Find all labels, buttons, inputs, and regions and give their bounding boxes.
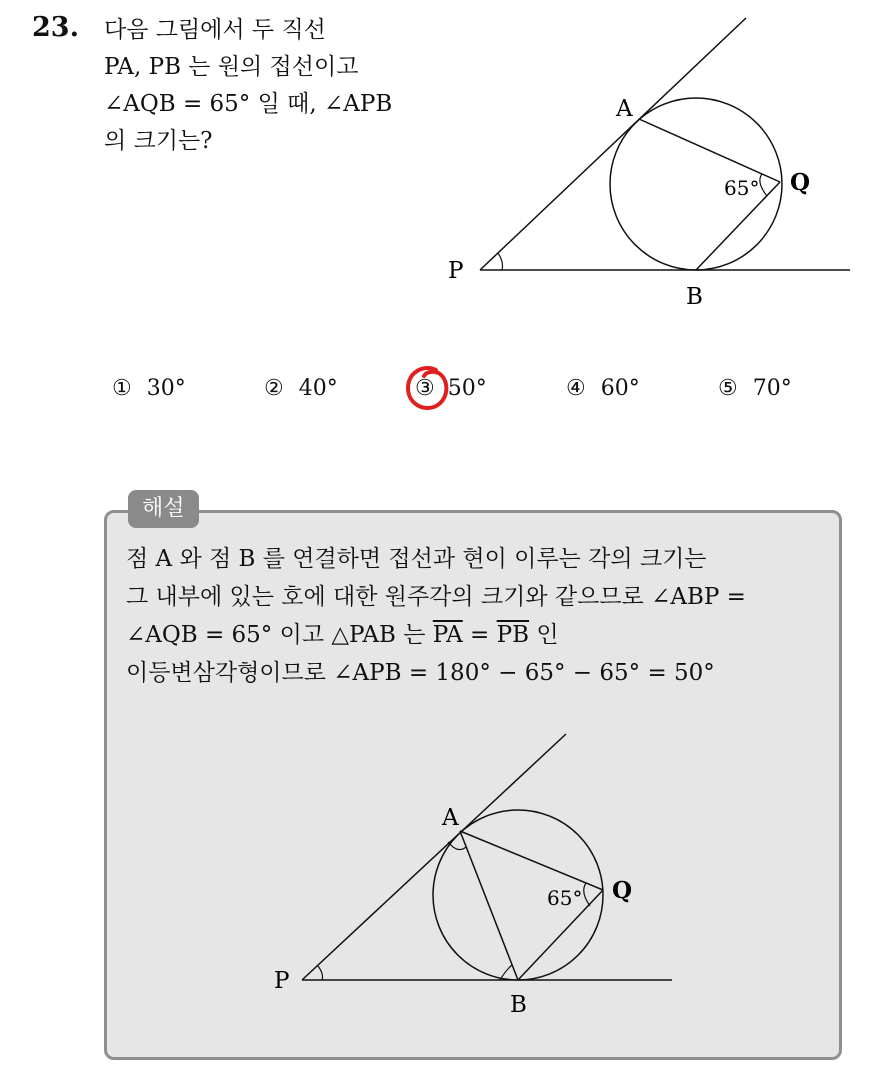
tangent-line-pa: [302, 734, 566, 980]
choice-5-value: 70°: [752, 376, 792, 401]
solution-line-2: 그 내부에 있는 호에 대한 원주각의 크기와 같으므로 ∠ABP =: [126, 584, 746, 610]
choice-2-marker: ②: [264, 376, 284, 401]
selected-answer-circle: [400, 360, 456, 416]
angle-arc-q: [584, 883, 590, 906]
label-b: B: [686, 284, 703, 310]
choice-1-marker: ①: [112, 376, 132, 401]
label-p: P: [448, 258, 464, 284]
question-number: 23.: [32, 12, 79, 43]
solution-line-1: 점 A 와 점 B 를 연결하면 접선과 현이 이루는 각의 크기는: [126, 546, 707, 572]
tangent-line-pa: [480, 18, 746, 270]
chord-aq: [639, 119, 780, 182]
choice-4-value: 60°: [600, 376, 640, 401]
question-line-4: 의 크기는?: [104, 128, 213, 154]
choice-4-marker: ④: [566, 376, 586, 401]
question-figure: [440, 12, 860, 312]
solution-text: [126, 540, 836, 692]
solution-line-3: [126, 616, 836, 654]
chord-ab: [460, 831, 518, 980]
label-b: B: [510, 992, 527, 1018]
choice-4[interactable]: [566, 376, 640, 401]
question-text: [104, 12, 434, 160]
angle-arc-b: [500, 965, 512, 980]
angle-arc-p: [498, 253, 503, 270]
red-circle-stroke: [408, 368, 446, 408]
label-p: P: [274, 968, 290, 994]
solution-tag: 해설: [128, 490, 199, 528]
solution-line-4: 이등변삼각형이므로 ∠APB = 180° − 65° − 65° = 50°: [126, 660, 715, 686]
label-q: Q: [612, 877, 633, 904]
choice-5[interactable]: [718, 376, 792, 401]
choice-5-marker: ⑤: [718, 376, 738, 401]
solution-figure: [260, 730, 690, 1030]
solution-line-3b: 인: [529, 622, 559, 648]
segment-pa: $\overline{PA}$: [432, 622, 463, 648]
label-q: Q: [790, 169, 811, 196]
question-line-2: PA, PB 는 원의 접선이고: [104, 54, 359, 80]
choice-3-value: 50°: [447, 376, 487, 401]
solution-eq: =: [462, 622, 497, 648]
question-line-3: ∠AQB = 65° 일 때, ∠APB: [104, 91, 393, 117]
chord-aq: [460, 831, 603, 890]
label-angle: 65°: [547, 886, 583, 910]
angle-arc-q: [760, 174, 767, 196]
choice-2[interactable]: [264, 376, 338, 401]
choice-1[interactable]: [112, 376, 186, 401]
angle-arc-p: [318, 966, 323, 980]
choice-1-value: 30°: [146, 376, 186, 401]
question-line-1: 다음 그림에서 두 직선: [104, 17, 326, 43]
choice-3-marker: ③: [415, 376, 435, 401]
label-angle: 65°: [724, 176, 760, 200]
label-a: A: [616, 96, 633, 122]
label-a: A: [442, 805, 459, 831]
segment-pb: $\overline{PB}$: [496, 622, 530, 648]
solution-line-3a: ∠AQB = 65° 이고 △PAB 는: [126, 622, 433, 648]
choice-2-value: 40°: [298, 376, 338, 401]
